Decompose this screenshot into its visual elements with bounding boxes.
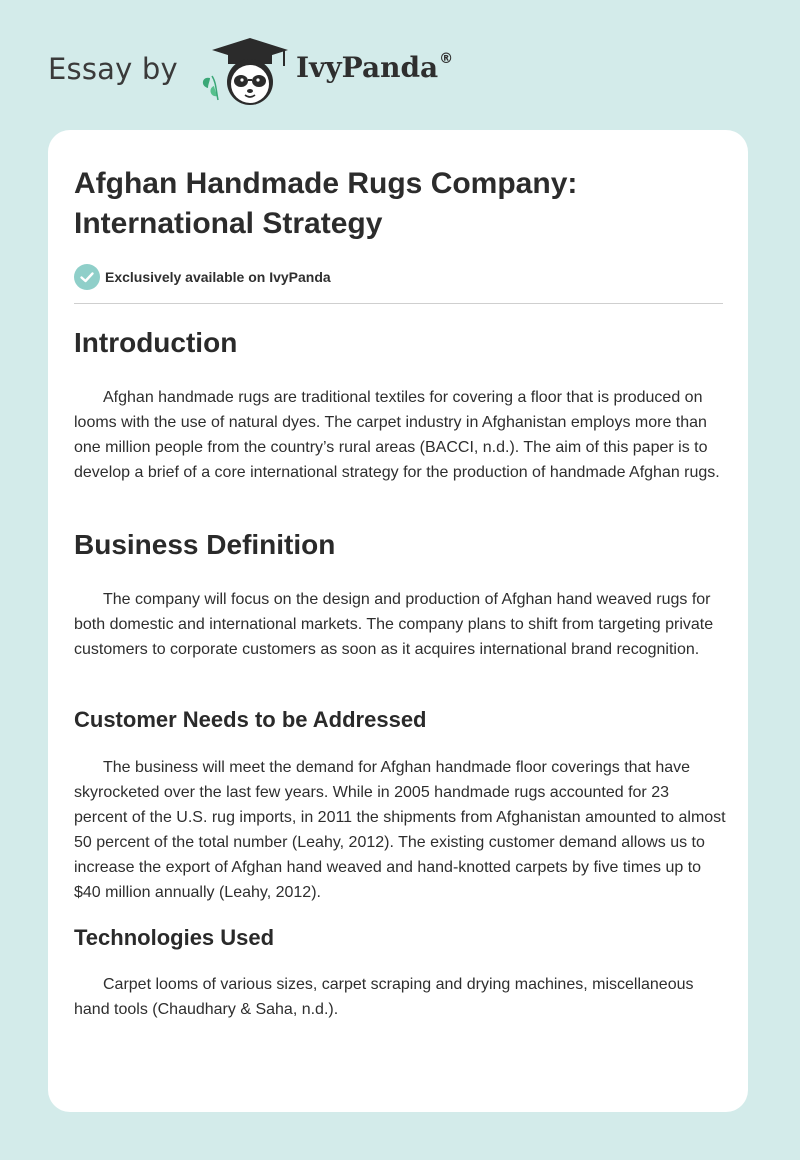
section-paragraph-introduction: Afghan handmade rugs are traditional textiles for covering a floor that is produced on looms with the use of natural dyes. The carpet industry in Afghanistan employs more than one million people from the country’s rural areas (BACCI, n.d.). The aim of this paper is to develop a brief of a core international strategy for the production of handmade Afghan rugs. xyxy=(74,389,720,481)
check-circle-icon xyxy=(74,264,100,290)
section-paragraph-customer-needs: The business will meet the demand for Afghan handmade floor coverings that have skyrocketed over the last few years. While in 2005 handmade rugs accounted for 23 percent of the U.S. rug imports, in 2011 the shipments from Afghanistan amounted to almost 50 percent of the total number (Leahy, 2012). The existing customer demand allows us to increase the export of Afghan hand weaved and hand-knotted carpets by five times up to $40 million annually (Leahy, 2012). xyxy=(74,759,726,901)
panda-logo-icon[interactable] xyxy=(198,36,292,108)
section-paragraph-business-definition: The company will focus on the design and production of Afghan hand weaved rugs for both domestic and international markets. The company plans to shift from targeting private customers to corporate customers as soon as it acquires international brand recognition. xyxy=(74,591,714,658)
essay-by-label: Essay by xyxy=(48,52,178,86)
article-card xyxy=(48,130,748,1112)
brand-text: IvyPanda xyxy=(296,51,439,84)
section-heading-introduction: Introduction xyxy=(74,327,238,358)
registered-mark: ® xyxy=(439,51,454,67)
section-heading-customer-needs: Customer Needs to be Addressed xyxy=(74,707,427,732)
divider xyxy=(74,303,723,304)
section-heading-business-definition: Business Definition xyxy=(74,529,336,560)
site-header xyxy=(0,0,800,130)
brand-name[interactable] xyxy=(296,51,453,84)
section-heading-technologies: Technologies Used xyxy=(74,925,275,950)
article-title: Afghan Handmade Rugs Company: International Strategy xyxy=(74,167,578,240)
section-paragraph-technologies: Carpet looms of various sizes, carpet scraping and drying machines, miscellaneous hand tools (Chaudhary & Saha, n.d.). xyxy=(74,976,694,1018)
badge-text: Exclusively available on IvyPanda xyxy=(105,269,331,285)
exclusive-badge xyxy=(74,264,331,290)
